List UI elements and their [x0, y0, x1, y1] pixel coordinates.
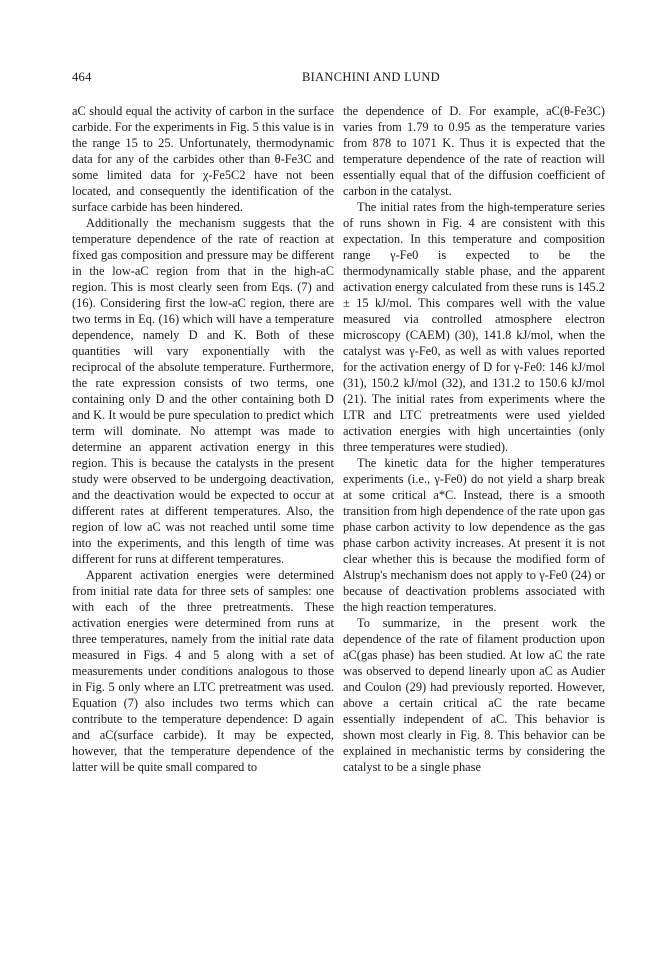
paragraph: aC should equal the activity of carbon in the surface carbide. For the experiments in Fig. 5 this value is in the range 15 to 25. Unfortunately, thermodynamic data for any of the carbides other than θ-Fe3C and some limited data for χ-Fe5C2 have not been located, and consequently the identification of the surface carbide has been hindered.	[72, 104, 334, 214]
paragraph: Apparent activation energies were determined from initial rate data for three sets of samples: one with each of the three pretreatments. These activation energies were determined from runs at three temperatures, namely from the initial rate data measured in Figs. 4 and 5 along with a set of measurements under conditions analogous to those in Fig. 5 only where an LTC pretreatment was used. Equation (7) also includes two terms which can contribute to the temperature dependence: D again and aC(surface carbide). It may be expected, however, that the temperature dependence of the latter will be quite small compared to	[72, 568, 334, 774]
paragraph: Additionally the mechanism suggests that the temperature dependence of the rate of reaction at fixed gas composition and pressure may be different in the low-aC region from that in the high-aC region. This is most clearly seen from Eqs. (7) and (16). Considering first the low-aC region, there are two terms in Eq. (16) which will have a temperature dependence, namely D and K. Both of these quantities will vary exponentially with the reciprocal of the absolute temperature. Furthermore, the rate expression consists of two terms, one containing only D and the other containing both D and K. It would be pure speculation to predict which term will dominate. No attempt was made to determine an apparent activation energy in this region. This is because the catalysts in the present study were observed to be undergoing deactivation, and the deactivation would be expected to occur at different rates at different temperatures. Also, the region of low aC was not reached until some time into the experiments, and this length of time was different for runs at different temperatures.	[72, 216, 334, 566]
paragraph: To summarize, in the present work the dependence of the rate of filament production upon aC(gas phase) has been studied. At low aC the rate was observed to depend linearly upon aC as Audier and Coulon (29) had previously reported. However, above a certain critical aC the rate became essentially independent of aC. This behavior is shown most clearly in Fig. 8. This behavior can be explained in mechanistic terms by considering the catalyst to be a single phase	[343, 616, 605, 774]
page-number: 464	[72, 70, 92, 84]
left-column	[72, 103, 334, 775]
running-head: BIANCHINI AND LUND	[301, 70, 441, 84]
page-header	[72, 70, 670, 90]
paragraph: The initial rates from the high-temperature series of runs shown in Fig. 4 are consistent with this expectation. In this temperature and composition range γ-Fe0 is expected to be the thermodynamically stable phase, and the apparent activation energy calculated from these runs is 145.2 ± 15 kJ/mol. This compares well with the value measured via controlled atmosphere electron microscopy (CAEM) (30), 141.8 kJ/mol, when the catalyst was γ-Fe0, as well as with values reported for the activation energy of D for γ-Fe0: 146 kJ/mol (31), 150.2 kJ/mol (32), and 131.2 to 150.6 kJ/mol (21). The initial rates from experiments where the LTR and LTC pretreatments were used yielded activation energies with high uncertainties (only three temperatures were studied).	[343, 200, 605, 454]
paragraph: The kinetic data for the higher temperatures experiments (i.e., γ-Fe0) do not yield a sharp break at some critical a*C. Instead, there is a smooth transition from high dependence of the rate upon gas phase carbon activity to low dependence as the gas phase carbon activity increases. At present it is not clear whether this is because the modified form of Alstrup's mechanism does not apply to γ-Fe0 (24) or because of deactivation problems associated with the high reaction temperatures.	[343, 456, 605, 614]
paragraph: the dependence of D. For example, aC(θ-Fe3C) varies from 1.79 to 0.95 as the temperature varies from 878 to 1071 K. Thus it is expected that the temperature dependence of the rate of reaction will essentially equal that of the diffusion coefficient of carbon in the catalyst.	[343, 104, 605, 198]
right-column	[343, 103, 605, 775]
